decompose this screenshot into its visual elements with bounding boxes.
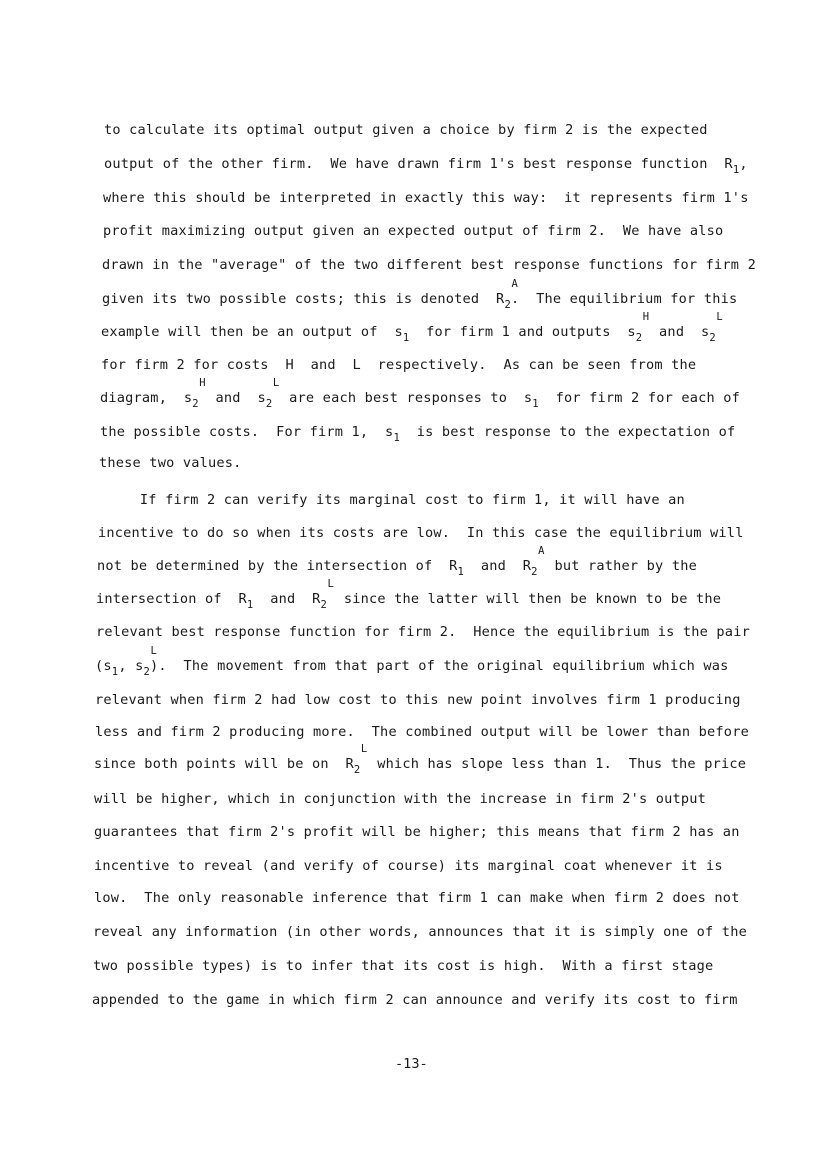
text-line: relevant best response function for firm 2. Hence the equilibrium is the pair xyxy=(96,624,750,640)
text-line: will be higher, which in conjunction with the increase in firm 2's output xyxy=(94,791,707,807)
text-line: these two values. xyxy=(99,455,242,471)
text-line: since both points will be on $R_2$ L which has slope less than 1. Thus the price xyxy=(94,743,747,776)
text-line: profit maximizing output given an expected output of firm 2. We have also xyxy=(103,223,724,239)
text-line: relevant when firm 2 had low cost to this new point involves firm 1 producing xyxy=(95,692,741,708)
text-line: drawn in the "average" of the two different best response functions for firm 2 xyxy=(102,257,756,273)
text-line: output of the other firm. We have drawn firm 1's best response function $R_1$, xyxy=(104,156,748,176)
text-line: intersection of $R_1$ and $R_2$ L since the latter will then be known to be the xyxy=(96,578,722,611)
text-line: for firm 2 for costs H and L respectively. As can be seen from the xyxy=(101,357,697,373)
text-line: less and firm 2 producing more. The combined output will be lower than before xyxy=(95,724,749,740)
text-line: two possible types) is to infer that its cost is high. With a first stage xyxy=(93,958,714,974)
text-line: to calculate its optimal output given a choice by firm 2 is the expected xyxy=(104,122,708,138)
text-line: appended to the game in which firm 2 can announce and verify its cost to firm xyxy=(92,992,738,1008)
text-line: low. The only reasonable inference that firm 1 can make when firm 2 does not xyxy=(94,890,740,906)
text-line: incentive to reveal (and verify of course) its marginal coat whenever it is xyxy=(94,858,723,874)
text-line: guarantees that firm 2's profit will be higher; this means that firm 2 has an xyxy=(94,824,740,840)
text-line: example will then be an output of $s_1$ for firm 1 and outputs $s_2$ H and $s_2$ L xyxy=(101,311,723,344)
text-line: ($s_1$, $s_2$ L ). The movement from that part of the original equilibrium which was xyxy=(95,645,729,678)
page-number: -13- xyxy=(395,1056,428,1072)
text-line: If firm 2 can verify its marginal cost to firm 1, it will have an xyxy=(98,492,685,508)
text-line: diagram, $s_2$ H and $s_2$ L are each best responses to $s_1$ for firm 2 for each of xyxy=(100,377,741,410)
text-line: not be determined by the intersection of $R_1$ and $R_2$ A but rather by the xyxy=(97,545,697,578)
text-line: where this should be interpreted in exactly this way: it represents firm 1's xyxy=(103,190,749,206)
text-line: incentive to do so when its costs are low. In this case the equilibrium will xyxy=(98,525,744,541)
text-line: given its two possible costs; this is denoted $R_2$ A . The equilibrium for this xyxy=(102,278,738,311)
text-line: the possible costs. For firm 1, $s_1$ is best response to the expectation of xyxy=(100,424,736,444)
text-line: reveal any information (in other words, announces that it is simply one of the xyxy=(93,924,747,940)
